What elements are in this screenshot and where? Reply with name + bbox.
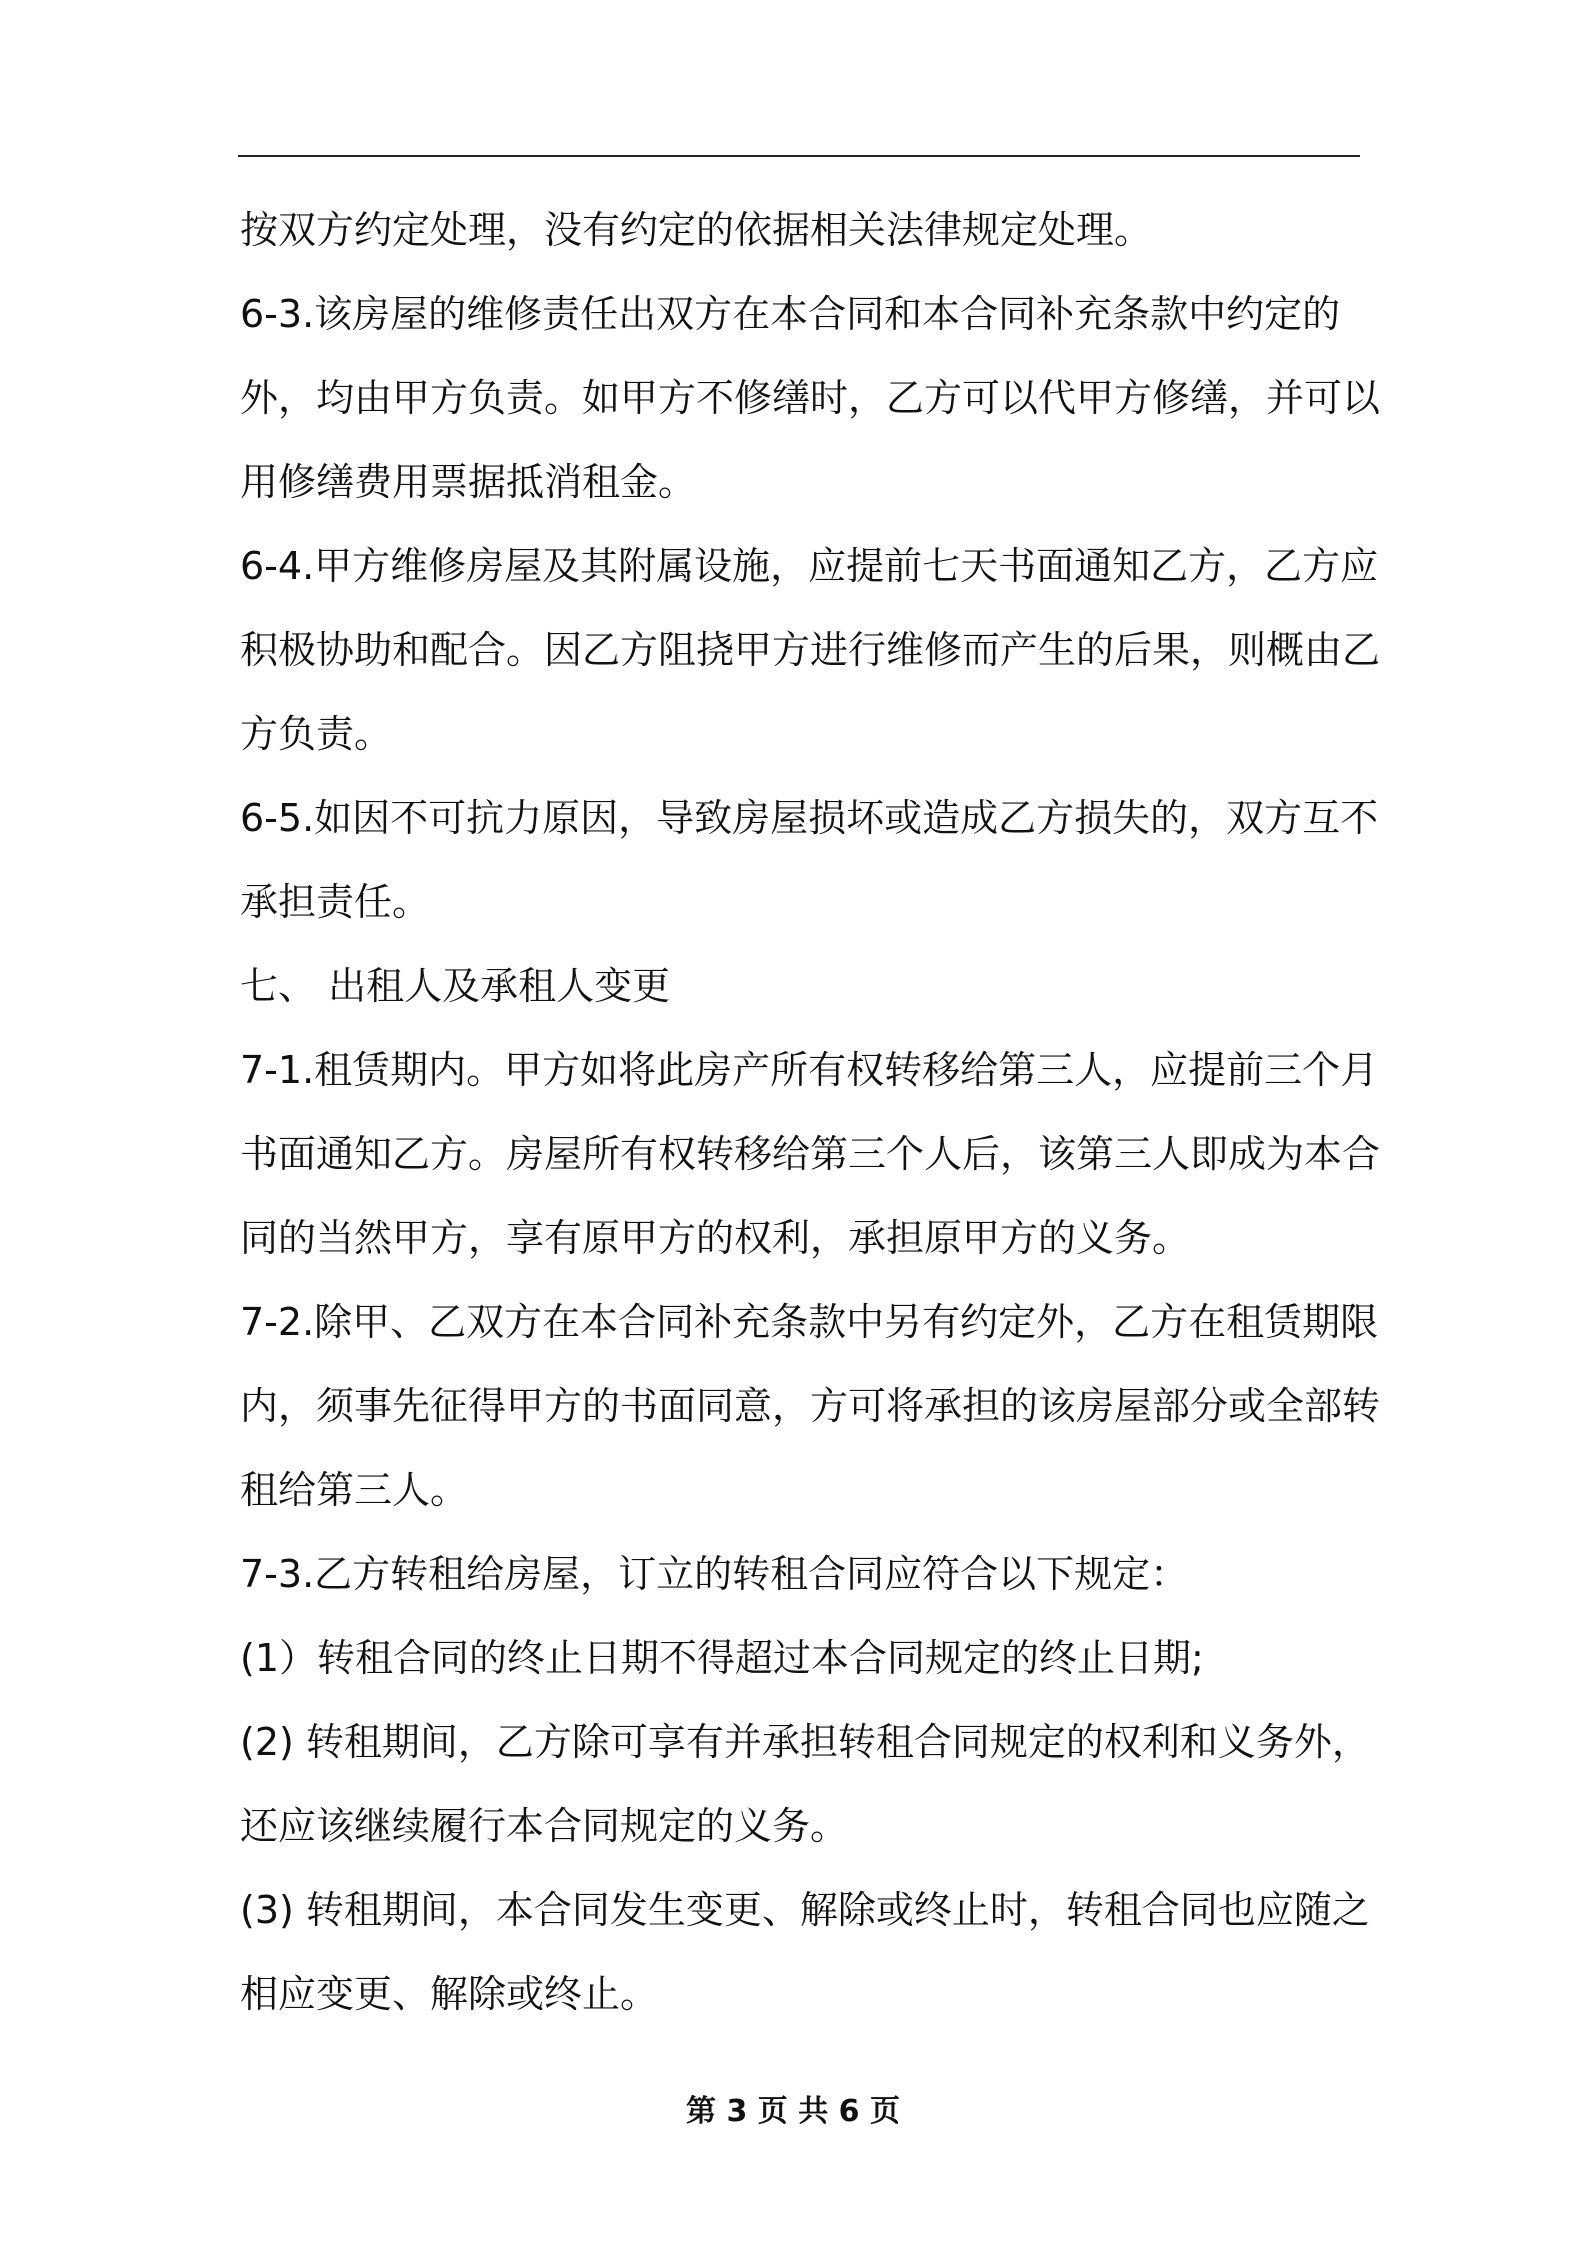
section-heading: 七、 出租人及承租人变更 (240, 964, 671, 1008)
text-line: (3) 转租期间，本合同发生变更、解除或终止时，转租合同也应随之 (240, 1888, 1370, 1932)
text-line: 7-1.租赁期内。甲方如将此房产所有权转移给第三人，应提前三个月 (240, 1048, 1379, 1092)
text-line: 积极协助和配合。因乙方阻挠甲方进行维修而产生的后果，则概由乙 (240, 628, 1381, 672)
text-line: 6-4.甲方维修房屋及其附属设施，应提前七天书面通知乙方，乙方应 (240, 544, 1379, 588)
text-line: 还应该继续履行本合同规定的义务。 (240, 1804, 849, 1848)
text-line: 同的当然甲方，享有原甲方的权利，承担原甲方的义务。 (240, 1216, 1191, 1260)
text-line: (1）转租合同的终止日期不得超过本合同规定的终止日期; (240, 1636, 1204, 1680)
document-body (240, 188, 1381, 2036)
text-line: (2) 转租期间，乙方除可享有并承担转租合同规定的权利和义务外， (240, 1720, 1370, 1764)
page-number: 第 3 页 共 6 页 (686, 2094, 900, 2129)
text-line: 6-5.如因不可抗力原因，导致房屋损坏或造成乙方损失的，双方互不 (240, 796, 1379, 840)
text-line: 租给第三人。 (240, 1468, 469, 1512)
text-line: 方负责。 (240, 712, 393, 756)
text-line: 7-2.除甲、乙双方在本合同补充条款中另有约定外，乙方在租赁期限 (240, 1300, 1379, 1344)
text-line: 内，须事先征得甲方的书面同意，方可将承担的该房屋部分或全部转 (240, 1384, 1381, 1428)
text-line: 书面通知乙方。房屋所有权转移给第三个人后，该第三人即成为本合 (240, 1132, 1381, 1176)
text-line: 承担责任。 (240, 880, 431, 924)
text-line: 相应变更、解除或终止。 (240, 1972, 659, 2016)
text-line: 外，均由甲方负责。如甲方不修缮时，乙方可以代甲方修缮，并可以 (240, 376, 1381, 420)
text-line: 用修缮费用票据抵消租金。 (240, 460, 697, 504)
text-line: 按双方约定处理，没有约定的依据相关法律规定处理。 (240, 208, 1153, 252)
header-rule (238, 155, 1360, 157)
text-line: 6-3.该房屋的维修责任出双方在本合同和本合同补充条款中约定的 (240, 292, 1341, 336)
text-line: 7-3.乙方转租给房屋，订立的转租合同应符合以下规定： (240, 1552, 1189, 1596)
